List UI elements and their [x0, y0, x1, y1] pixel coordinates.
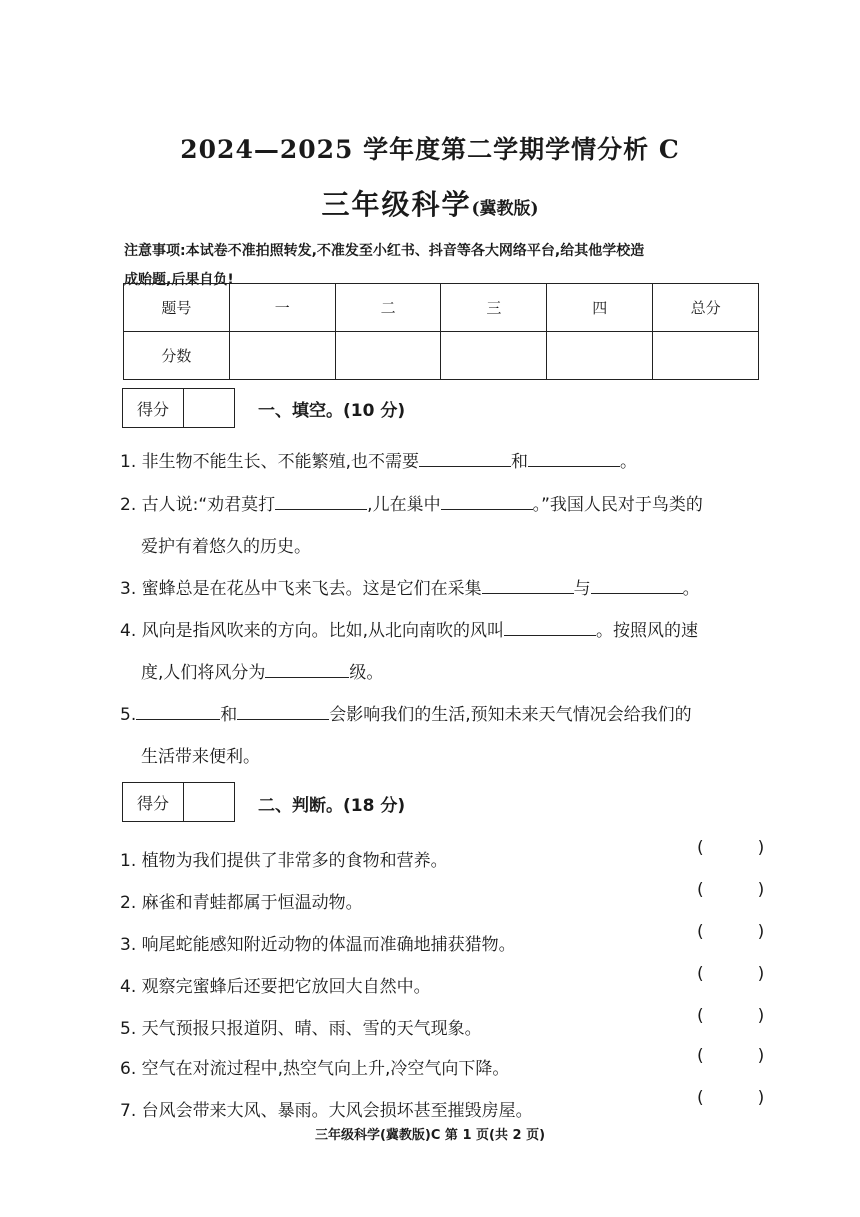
question-text: 和: [511, 452, 529, 472]
exam-title: 2024—2025 学年度第二学期学情分析 C: [180, 135, 680, 164]
score-header-cell: 四: [547, 284, 653, 332]
score-box-label: 得分: [123, 389, 184, 427]
score-header-cell: 题号: [124, 284, 230, 332]
subject-name: 三年级科学: [321, 188, 472, 221]
answer-parentheses[interactable]: ( ): [697, 838, 765, 858]
question-3: [120, 574, 700, 599]
judge-item-4: 4. 观察完蜜蜂后还要把它放回大自然中。: [120, 977, 431, 997]
answer-blank[interactable]: [265, 663, 349, 678]
judge-item-3: 3. 响尾蛇能感知附近动物的体温而准确地捕获猎物。: [120, 935, 516, 955]
subject-title: [0, 183, 860, 223]
question-text: 1. 非生物不能生长、不能繁殖,也不需要: [120, 452, 420, 472]
question-5-cont: 生活带来便利。: [141, 747, 260, 767]
section2-score-box: [122, 782, 235, 822]
question-text: 级。: [349, 663, 384, 683]
section1-title: 一、填空。(10 分): [258, 401, 406, 421]
notice-line-1: 注意事项:本试卷不准拍照转发,不准发至小红书、抖音等各大网络平台,给其他学校造: [124, 243, 645, 259]
judge-item-6: 6. 空气在对流过程中,热空气向上升,冷空气向下降。: [120, 1059, 510, 1079]
question-text: 与: [573, 579, 591, 599]
score-cell[interactable]: [547, 332, 653, 380]
question-4: [120, 616, 698, 641]
answer-blank[interactable]: [237, 705, 329, 720]
question-text: 。”我国人民对于鸟类的: [532, 495, 703, 515]
score-table-header-row: [124, 284, 759, 332]
question-4-cont: [141, 658, 383, 683]
answer-blank[interactable]: [136, 705, 220, 720]
score-header-cell: 总分: [653, 284, 759, 332]
question-5: [120, 700, 692, 725]
score-cell[interactable]: [441, 332, 547, 380]
question-text: 2. 古人说:“劝君莫打: [120, 495, 276, 515]
question-2: [120, 490, 703, 515]
score-row-label: 分数: [124, 332, 230, 380]
question-text: 。按照风的速: [596, 621, 699, 641]
answer-parentheses[interactable]: ( ): [697, 1046, 765, 1066]
score-box-label: 得分: [123, 783, 184, 821]
answer-parentheses[interactable]: ( ): [697, 1006, 765, 1026]
question-text: 5.: [120, 705, 137, 725]
question-1: [120, 447, 637, 472]
question-text: 3. 蜜蜂总是在花丛中飞来飞去。这是它们在采集: [120, 579, 482, 599]
question-text: ,儿在巢中: [367, 495, 441, 515]
score-table-score-row: [124, 332, 759, 380]
question-text: 会影响我们的生活,预知未来天气情况会给我们的: [329, 705, 692, 725]
answer-blank[interactable]: [591, 579, 683, 594]
section2-title: 二、判断。(18 分): [258, 796, 406, 816]
score-cell[interactable]: [335, 332, 441, 380]
answer-blank[interactable]: [504, 621, 596, 636]
score-box-blank[interactable]: [184, 389, 234, 427]
score-box-blank[interactable]: [184, 783, 234, 821]
edition-label: (冀教版): [471, 199, 539, 219]
answer-parentheses[interactable]: ( ): [697, 880, 765, 900]
question-text: 。: [620, 452, 638, 472]
answer-blank[interactable]: [441, 495, 533, 510]
section1-score-box: [122, 388, 235, 428]
answer-blank[interactable]: [419, 452, 511, 467]
score-cell[interactable]: [229, 332, 335, 380]
answer-blank[interactable]: [482, 579, 574, 594]
notice-line-2: 成贻题,后果自负!: [124, 272, 234, 288]
score-header-cell: 一: [229, 284, 335, 332]
score-header-cell: 三: [441, 284, 547, 332]
question-2-cont: 爱护有着悠久的历史。: [141, 537, 311, 557]
answer-blank[interactable]: [528, 452, 620, 467]
score-header-cell: 二: [335, 284, 441, 332]
judge-item-5: 5. 天气预报只报道阴、晴、雨、雪的天气现象。: [120, 1019, 482, 1039]
question-text: 和: [220, 705, 238, 725]
question-text: 4. 风向是指风吹来的方向。比如,从北向南吹的风叫: [120, 621, 505, 641]
score-cell[interactable]: [653, 332, 759, 380]
question-text: 度,人们将风分为: [141, 663, 266, 683]
answer-parentheses[interactable]: ( ): [697, 922, 765, 942]
answer-parentheses[interactable]: ( ): [697, 1088, 765, 1108]
answer-blank[interactable]: [275, 495, 367, 510]
judge-item-2: 2. 麻雀和青蛙都属于恒温动物。: [120, 893, 363, 913]
page-footer: 三年级科学(冀教版)C 第 1 页(共 2 页): [314, 1128, 546, 1143]
answer-parentheses[interactable]: ( ): [697, 964, 765, 984]
judge-item-1: 1. 植物为我们提供了非常多的食物和营养。: [120, 851, 448, 871]
judge-item-7: 7. 台风会带来大风、暴雨。大风会损坏甚至摧毁房屋。: [120, 1101, 533, 1121]
score-table: [123, 283, 759, 380]
question-text: 。: [682, 579, 700, 599]
